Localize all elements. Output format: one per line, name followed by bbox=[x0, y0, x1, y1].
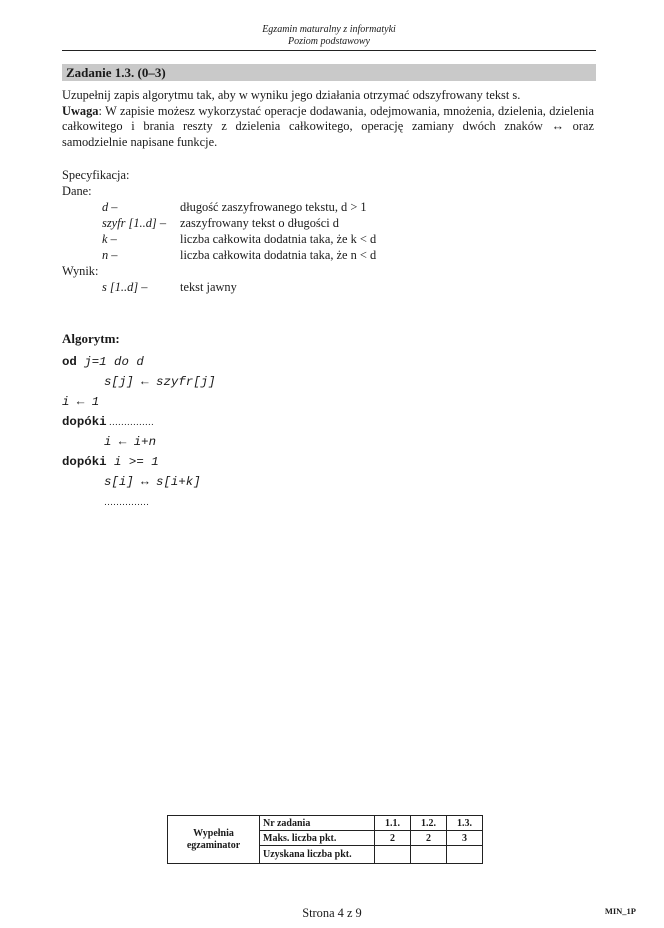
max-points-cell: 2 bbox=[411, 831, 447, 846]
earned-points-cell[interactable] bbox=[375, 846, 411, 864]
page-header bbox=[62, 24, 596, 48]
given-name: n – bbox=[102, 248, 118, 262]
given-name: d – bbox=[102, 200, 118, 214]
blank-fill-field[interactable]: …………… bbox=[106, 417, 154, 427]
task-title: Zadanie 1.3. (0–3) bbox=[66, 65, 166, 80]
code-text: i ← 1 bbox=[62, 395, 100, 409]
examiner-score-table bbox=[167, 815, 483, 864]
row-label: Uzyskana liczba pkt. bbox=[260, 846, 375, 864]
code-keyword: dopóki bbox=[62, 455, 107, 469]
note-text: : W zapisie możesz wykorzystać operacje dodawania, odejmowania, mnożenia, dzielenia, dzielenia całkowitego i brania reszty z dzielenia całkowitego, operację zamiany dwóch znaków ↔ oraz samodzielnie napisane funkcje. bbox=[62, 103, 594, 149]
spec-title: Specyfikacja: bbox=[62, 168, 130, 182]
row-label: Maks. liczba pkt. bbox=[260, 831, 375, 846]
max-points-cell: 3 bbox=[447, 831, 483, 846]
given-name: k – bbox=[102, 232, 117, 246]
code-line bbox=[62, 372, 216, 392]
result-name: s [1..d] – bbox=[102, 280, 148, 294]
task-number-cell: 1.2. bbox=[411, 816, 447, 831]
code-text: i >= 1 bbox=[106, 455, 159, 469]
algorithm-code bbox=[62, 352, 216, 512]
exam-level: Poziom podstawowy bbox=[288, 36, 370, 47]
code-text: s[i] ↔ s[i+k] bbox=[104, 475, 201, 489]
given-desc: liczba całkowita dodatnia taka, że k < d bbox=[180, 232, 377, 246]
task-intro-text: Uzupełnij zapis algorytmu tak, aby w wyniku jego działania otrzymać odszyfrowany tekst s. bbox=[62, 88, 521, 102]
algorithm-title: Algorytm: bbox=[62, 331, 120, 346]
max-points-cell: 2 bbox=[375, 831, 411, 846]
code-line bbox=[62, 412, 216, 432]
result-desc: tekst jawny bbox=[180, 280, 237, 294]
specification bbox=[62, 168, 602, 296]
given-name: szyfr [1..d] – bbox=[102, 216, 167, 230]
code-line bbox=[62, 472, 216, 492]
code-keyword: dopóki bbox=[62, 415, 107, 429]
result-label: Wynik: bbox=[62, 264, 99, 278]
given-label: Dane: bbox=[62, 184, 92, 198]
code-line bbox=[62, 492, 216, 512]
examiner-label: Wypełnia egzaminator bbox=[168, 816, 260, 864]
exam-title: Egzamin maturalny z informatyki bbox=[262, 24, 396, 35]
given-desc: długość zaszyfrowanego tekstu, d > 1 bbox=[180, 200, 367, 214]
blank-fill-field[interactable]: …………… bbox=[104, 497, 149, 507]
code-line bbox=[62, 392, 216, 412]
header-divider bbox=[62, 50, 596, 51]
exam-code: MIN_1P bbox=[604, 906, 636, 916]
code-text: j=1 do d bbox=[76, 355, 144, 369]
task-description bbox=[62, 88, 594, 150]
row-label: Nr zadania bbox=[260, 816, 375, 831]
given-desc: zaszyfrowany tekst o długości d bbox=[180, 216, 339, 230]
code-line bbox=[62, 452, 216, 472]
task-number-cell: 1.1. bbox=[375, 816, 411, 831]
code-text: s[j] ← szyfr[j] bbox=[104, 375, 216, 389]
code-line bbox=[62, 432, 216, 452]
code-keyword: od bbox=[62, 355, 77, 369]
earned-points-cell[interactable] bbox=[411, 846, 447, 864]
note-label: Uwaga bbox=[62, 103, 99, 118]
code-line bbox=[62, 352, 216, 372]
task-title-bar bbox=[62, 64, 596, 81]
task-number-cell: 1.3. bbox=[447, 816, 483, 831]
code-text: i ← i+n bbox=[104, 435, 157, 449]
page-number: Strona 4 z 9 bbox=[302, 906, 362, 920]
given-desc: liczba całkowita dodatnia taka, że n < d bbox=[180, 248, 377, 262]
earned-points-cell[interactable] bbox=[447, 846, 483, 864]
